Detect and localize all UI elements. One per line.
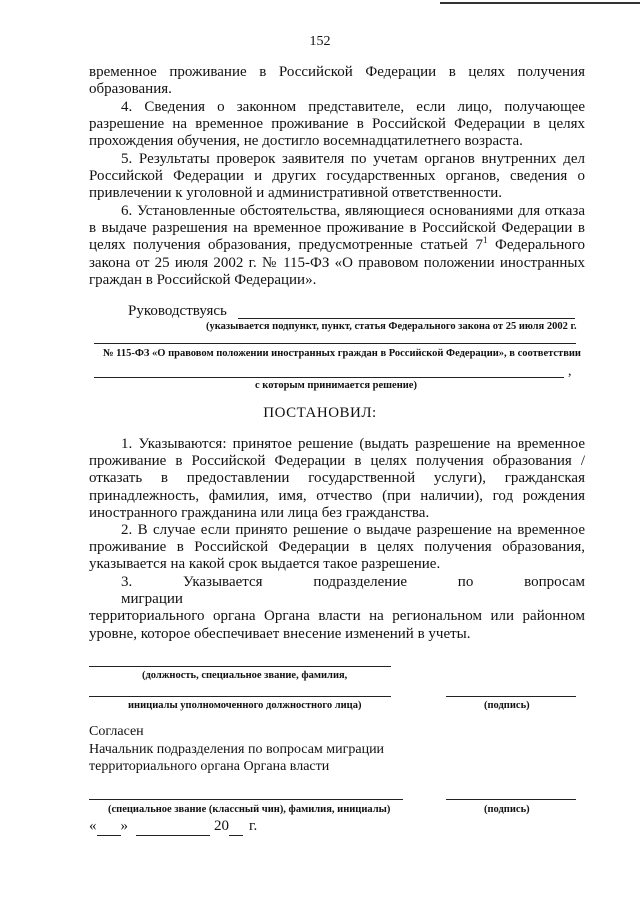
paragraph-continuation bbox=[89, 64, 585, 98]
paragraph-item-6 bbox=[89, 203, 585, 289]
official-name-line bbox=[89, 666, 391, 667]
text-line: 3. Указывается подразделение по вопросам миграции bbox=[121, 574, 585, 608]
text-line: 1. Указываются: принятое решение (выдать разрешение на временное bbox=[121, 436, 585, 452]
year-prefix: 20 bbox=[214, 818, 229, 834]
text-line: временное проживание в Российской Федерации в целях получения bbox=[89, 64, 585, 80]
agreed-signature-caption: (подпись) bbox=[484, 804, 530, 815]
official-caption-2: инициалы уполномоченного должностного лица) bbox=[128, 700, 362, 711]
text-line: принадлежность, фамилия, имя, отчество (при наличии), год рождения bbox=[89, 487, 585, 504]
decree-item-2 bbox=[89, 522, 585, 574]
scan-edge-line bbox=[440, 2, 640, 4]
guided-by-label: Руководствуясь bbox=[128, 303, 227, 319]
agreed-name-line bbox=[89, 799, 403, 800]
text-span: целях получения образования, предусмотренные статьей 7 bbox=[89, 237, 483, 254]
text-line: разрешение на временное проживание в Российской Федерации в целях bbox=[89, 116, 585, 133]
date-row bbox=[89, 818, 257, 836]
agreed-position-line-2: территориального органа Органа власти bbox=[89, 759, 330, 774]
superscript: 1 bbox=[482, 235, 488, 246]
year-blank bbox=[229, 818, 243, 836]
page-number: 152 bbox=[309, 34, 331, 49]
text-line: образования. bbox=[89, 81, 172, 98]
month-blank bbox=[136, 818, 210, 836]
text-line: проживание в Российской Федерации в целях получения образования / bbox=[89, 453, 585, 470]
paragraph-item-5 bbox=[89, 151, 585, 203]
text-line: 4. Сведения о законном представителе, если лицо, получающее bbox=[121, 99, 585, 115]
agreed-label: Согласен bbox=[89, 724, 144, 739]
date-open-quote: « bbox=[89, 818, 97, 834]
official-caption-1: (должность, специальное звание, фамилия, bbox=[142, 670, 348, 681]
signature-line bbox=[446, 696, 576, 697]
text-line: территориального органа Органа власти на региональном или районном bbox=[89, 608, 585, 625]
text-line: иностранного гражданина или лица без гражданства. bbox=[89, 504, 430, 521]
text-line: 5. Результаты проверок заявителя по учетам органов внутренних дел bbox=[121, 151, 585, 167]
text-line: граждан в Российской Федерации». bbox=[89, 271, 317, 288]
comma: , bbox=[568, 364, 572, 379]
official-name-line-2 bbox=[89, 696, 391, 697]
text-line: привлечении к уголовной и административной ответственности. bbox=[89, 185, 503, 202]
agreed-position-line-1: Начальник подразделения по вопросам миграции bbox=[89, 742, 385, 757]
guided-by-note-3: с которым принимается решение) bbox=[255, 380, 417, 391]
guided-by-fill-line-3 bbox=[94, 377, 564, 378]
decree-item-1 bbox=[89, 436, 585, 522]
text-line: уровне, которое обеспечивает внесение изменений в учеты. bbox=[89, 625, 471, 642]
day-blank bbox=[97, 818, 121, 836]
text-line: в выдаче разрешения на временное проживание в Российской Федерации в bbox=[89, 220, 585, 237]
text-span: Федерального bbox=[487, 237, 585, 254]
signature-caption: (подпись) bbox=[484, 700, 530, 711]
guided-by-fill-line bbox=[238, 318, 575, 319]
text-line: 6. Установленные обстоятельства, являющиеся основаниями для отказа bbox=[121, 203, 585, 219]
text-line: отказать в предоставлении государственной услуги), гражданская bbox=[89, 470, 585, 487]
text-line: прохождения обучения, не достигло восемнадцатилетнего возраста. bbox=[89, 133, 523, 150]
text-line: указывается на какой срок выдается такое разрешение. bbox=[89, 556, 441, 573]
text-line: Российской Федерации и других государственных органов, сведения о bbox=[89, 168, 585, 185]
paragraph-item-4 bbox=[89, 99, 585, 151]
text-line: закона от 25 июля 2002 г. № 115-ФЗ «О правовом положении иностранных bbox=[89, 254, 585, 271]
text-line: 2. В случае если принято решение о выдаче разрешение на временное bbox=[121, 522, 585, 538]
guided-by-note-1: (указывается подпункт, пункт, статья Федерального закона от 25 июля 2002 г. bbox=[206, 321, 577, 332]
decree-item-3 bbox=[89, 574, 585, 643]
text-line: проживание в Российской Федерации в целях получения образования, bbox=[89, 539, 585, 556]
date-close-quote: » bbox=[120, 818, 128, 834]
year-suffix: г. bbox=[249, 818, 258, 834]
guided-by-note-2: № 115-ФЗ «О правовом положении иностранных граждан в Российской Федерации», в соответствии bbox=[103, 348, 581, 359]
decree-heading: ПОСТАНОВИЛ: bbox=[263, 405, 377, 421]
text-line bbox=[89, 237, 585, 254]
agreed-caption: (специальное звание (классный чин), фамилия, инициалы) bbox=[108, 804, 391, 815]
agreed-signature-line bbox=[446, 799, 576, 800]
guided-by-fill-line-2 bbox=[94, 343, 576, 344]
